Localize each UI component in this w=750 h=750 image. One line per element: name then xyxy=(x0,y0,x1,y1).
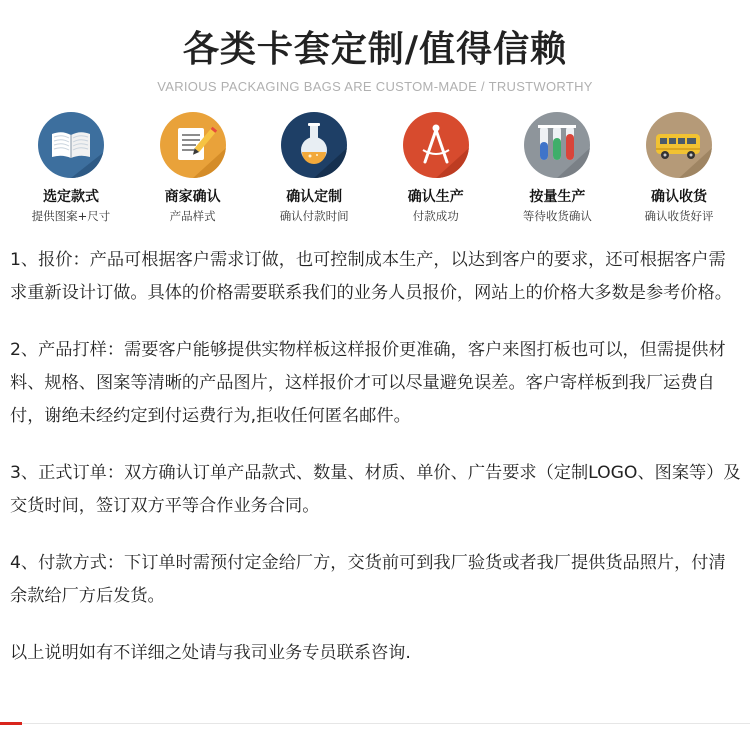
step-title: 商家确认 xyxy=(164,189,221,205)
bottom-divider xyxy=(0,723,750,724)
page-title: 各类卡套定制/值得信赖 xyxy=(182,29,568,70)
process-steps xyxy=(14,112,736,224)
paragraph-payment: 4、付款方式：下订单时需预付定金给厂方，交货前可到我厂验货或者我厂提供货品照片，付清余款给厂方后发货。 xyxy=(10,553,726,606)
paragraph-sampling: 2、产品打样：需要客户能够提供实物样板这样报价更准确，客户来图打板也可以，但需提供材料、规格、图案等清晰的产品图片，这样报价才可以尽量避免误差。客户寄样板到我厂运费自付，谢绝未经约定到付运费行为,拒收任何匿名邮件。 xyxy=(10,340,726,426)
bus-icon xyxy=(646,112,712,178)
paragraph-quotation: 1、报价：产品可根据客户需求订做，也可控制成本生产，以达到客户的要求，还可根据客户需求重新设计订做。具体的价格需要联系我们的业务人员报价，网站上的价格大多数是参考价格。 xyxy=(10,250,732,303)
compass-icon xyxy=(403,112,469,178)
document-pencil-icon xyxy=(160,112,226,178)
paragraph-contact-note: 以上说明如有不详细之处请与我司业务专员联系咨询. xyxy=(10,643,411,663)
step-subtitle: 确认收货好评 xyxy=(644,209,714,223)
step-title: 确认收货 xyxy=(650,189,707,205)
test-tubes-icon xyxy=(524,112,590,178)
step-subtitle: 等待收货确认 xyxy=(522,209,592,223)
step-confirm-custom xyxy=(257,112,371,224)
step-merchant-confirm xyxy=(136,112,250,224)
step-subtitle: 产品样式 xyxy=(169,209,216,223)
page-subtitle: VARIOUS PACKAGING BAGS ARE CUSTOM-MADE / TRUSTWORTHY xyxy=(157,79,593,94)
step-subtitle: 付款成功 xyxy=(412,209,459,223)
step-select-style xyxy=(14,112,128,224)
flask-icon xyxy=(281,112,347,178)
book-icon xyxy=(38,112,104,178)
step-batch-production xyxy=(500,112,614,224)
step-subtitle: 确认付款时间 xyxy=(279,209,349,223)
step-subtitle: 提供图案+尺寸 xyxy=(31,209,111,223)
terms-content xyxy=(10,244,742,694)
step-confirm-receipt xyxy=(622,112,736,224)
step-title: 确认定制 xyxy=(286,189,343,205)
step-title: 选定款式 xyxy=(43,189,99,205)
step-title: 确认生产 xyxy=(407,189,464,205)
step-confirm-production xyxy=(379,112,493,224)
step-title: 按量生产 xyxy=(529,189,586,205)
bottom-accent-bar xyxy=(0,722,22,725)
paragraph-formal-order: 3、正式订单：双方确认订单产品款式、数量、材质、单价、广告要求（定制LOGO、图案等）及交货时间，签订双方平等合作业务合同。 xyxy=(10,463,741,516)
